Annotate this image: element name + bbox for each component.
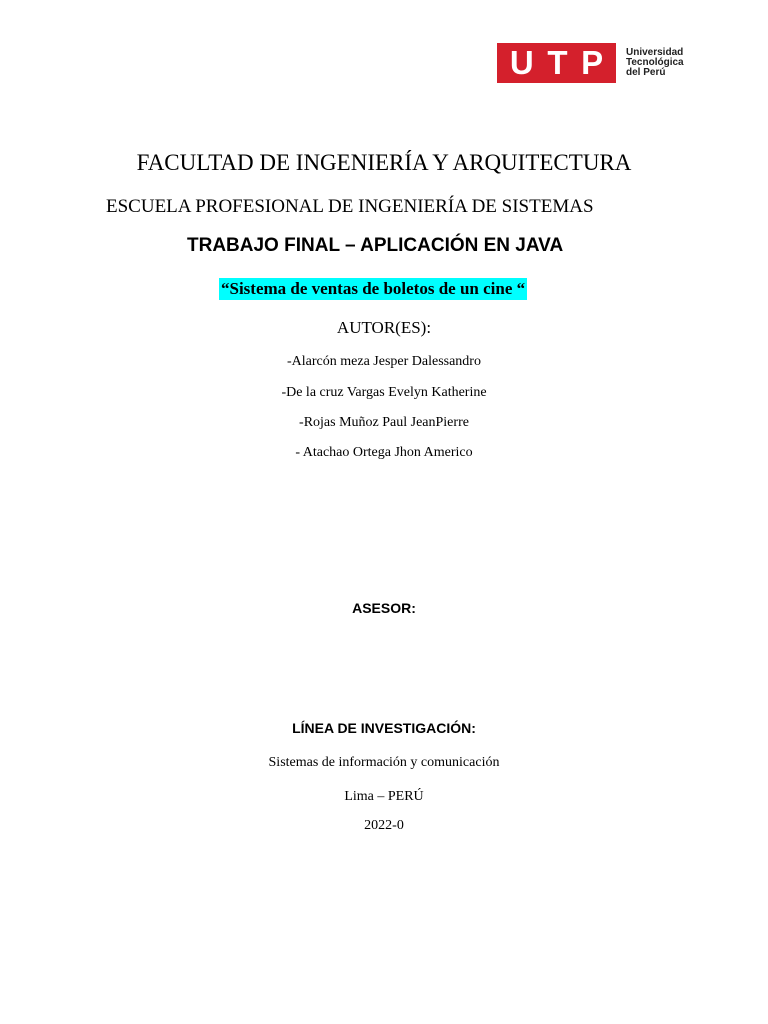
logo-text-line1: Universidad	[626, 47, 684, 58]
logo-university-name	[626, 48, 684, 78]
school-heading: ESCUELA PROFESIONAL DE INGENIERÍA DE SISTEMAS	[106, 196, 594, 217]
advisor-label: ASESOR:	[352, 600, 416, 616]
author-2: -De la cruz Vargas Evelyn Katherine	[281, 385, 487, 400]
research-line-value: Sistemas de información y comunicación	[268, 755, 500, 770]
logo-letter-u: U	[509, 44, 534, 81]
faculty-heading: FACULTAD DE INGENIERÍA Y ARQUITECTURA	[136, 150, 632, 175]
research-line-label: LÍNEA DE INVESTIGACIÓN:	[292, 720, 476, 736]
author-4: - Atachao Ortega Jhon Americo	[295, 445, 473, 460]
year: 2022-0	[364, 818, 404, 833]
logo-text-line2: Tecnológica	[626, 57, 684, 68]
work-title: TRABAJO FINAL – APLICACIÓN EN JAVA	[187, 235, 564, 256]
logo-text-line3: del Perú	[626, 67, 666, 78]
logo-letter-t: T	[547, 44, 568, 81]
logo-letter-p: P	[581, 44, 604, 81]
utp-logo-box	[497, 43, 616, 83]
utp-logo	[497, 43, 684, 83]
place: Lima – PERÚ	[344, 789, 424, 804]
authors-label: AUTOR(ES):	[336, 318, 432, 337]
author-3: -Rojas Muñoz Paul JeanPierre	[299, 415, 469, 430]
author-1: -Alarcón meza Jesper Dalessandro	[287, 354, 481, 369]
project-title: “Sistema de ventas de boletos de un cine “	[221, 279, 526, 298]
